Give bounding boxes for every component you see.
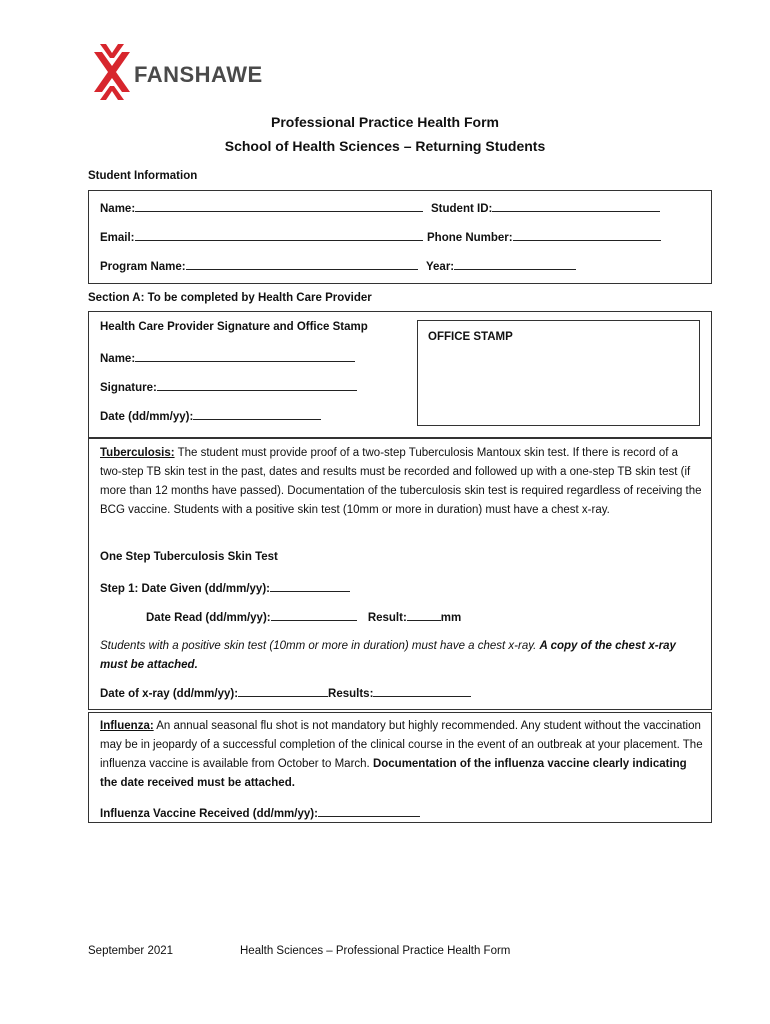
influenza-text: An annual seasonal flu shot is not mandatory but highly recommended. Any student without the vaccination may be in jeopardy of a successful completion of the clinical course in the event of an outbreak at your placement. The influenza vaccine is available from October to March. [100, 720, 703, 770]
tb-heading: Tuberculosis: [100, 447, 175, 459]
influenza-received-row [100, 805, 420, 820]
student-name-row [100, 200, 423, 215]
footer-date: September 2021 [88, 945, 174, 957]
xray-note [100, 637, 702, 675]
fanshawe-logo-mark-icon [92, 44, 132, 104]
footer-title: Health Sciences – Professional Practice Health Form [240, 945, 511, 957]
influenza-received-field[interactable] [318, 805, 420, 817]
phone-row [427, 229, 661, 244]
step1-label: Step 1: Date Given (dd/mm/yy): [100, 583, 270, 595]
tuberculosis-box [88, 438, 712, 710]
influenza-box [88, 712, 712, 823]
program-row [100, 258, 418, 273]
provider-name-row [100, 350, 355, 365]
provider-name-label: Name: [100, 353, 136, 365]
provider-date-label: Date (dd/mm/yy): [100, 411, 194, 423]
office-stamp-label: OFFICE STAMP [428, 331, 513, 343]
provider-date-row [100, 408, 321, 423]
student-name-label: Name: [100, 203, 136, 215]
phone-field[interactable] [513, 229, 661, 241]
year-row [426, 258, 576, 273]
provider-box [88, 311, 712, 438]
date-read-label: Date Read (dd/mm/yy): [146, 612, 271, 624]
email-row [100, 229, 423, 244]
form-subtitle: School of Health Sciences – Returning Students [224, 138, 546, 154]
xray-results-label: Results: [328, 688, 374, 700]
influenza-text-bold: Documentation of the influenza vaccine clearly indicating the date received must be attached. [100, 758, 687, 789]
date-read-field[interactable] [271, 609, 357, 621]
student-info-box [88, 190, 712, 284]
date-read-row [146, 609, 461, 624]
provider-signature-row [100, 379, 357, 394]
one-step-heading: One Step Tuberculosis Skin Test [100, 551, 278, 563]
step1-row [100, 580, 350, 595]
student-id-field[interactable] [492, 200, 660, 212]
mm-unit: mm [440, 612, 462, 624]
provider-signature-label: Signature: [100, 382, 157, 394]
email-field[interactable] [135, 229, 423, 241]
section-a-heading: Section A: To be completed by Health Care Provider [88, 292, 372, 304]
year-field[interactable] [454, 258, 576, 270]
fanshawe-logo [92, 44, 272, 104]
program-label: Program Name: [100, 261, 186, 273]
email-label: Email: [100, 232, 135, 244]
step1-date-field[interactable] [270, 580, 350, 592]
influenza-received-label: Influenza Vaccine Received (dd/mm/yy): [100, 808, 318, 820]
student-info-heading: Student Information [88, 170, 198, 182]
xray-note-bold: A copy of the chest x-ray must be attached. [100, 640, 676, 671]
xray-date-field[interactable] [238, 685, 328, 697]
provider-heading: Health Care Provider Signature and Office Stamp [100, 321, 368, 333]
xray-row [100, 685, 471, 700]
program-field[interactable] [186, 258, 418, 270]
form-title: Professional Practice Health Form [271, 114, 499, 130]
xray-results-field[interactable] [373, 685, 471, 697]
provider-signature-field[interactable] [157, 379, 357, 391]
student-id-row [431, 200, 660, 215]
phone-label: Phone Number: [427, 232, 513, 244]
year-label: Year: [426, 261, 455, 273]
result-label: Result: [367, 612, 407, 624]
tb-paragraph [100, 444, 702, 520]
logo-wordmark: FANSHAWE [134, 62, 263, 87]
provider-name-field[interactable] [135, 350, 355, 362]
student-name-field[interactable] [135, 200, 423, 212]
tb-text: The student must provide proof of a two-step Tuberculosis Mantoux skin test. If there is record of a two-step TB skin test in the past, dates and results must be recorded and followed up with a one-step TB skin test (if more than 12 months have passed). Documentation of the tuberculosis skin test is required regardless of receiving the BCG vaccine. Students with a positive skin test (10mm or more in duration) must have a chest x-ray. [100, 447, 702, 516]
student-id-label: Student ID: [431, 203, 493, 215]
influenza-paragraph [100, 717, 704, 793]
office-stamp-box[interactable] [417, 320, 700, 426]
result-field[interactable] [407, 609, 441, 621]
provider-date-field[interactable] [193, 408, 321, 420]
xray-note-italic: Students with a positive skin test (10mm or more in duration) must have a chest x-ray. [100, 640, 537, 652]
influenza-heading: Influenza: [100, 720, 154, 732]
xray-date-label: Date of x-ray (dd/mm/yy): [100, 688, 239, 700]
